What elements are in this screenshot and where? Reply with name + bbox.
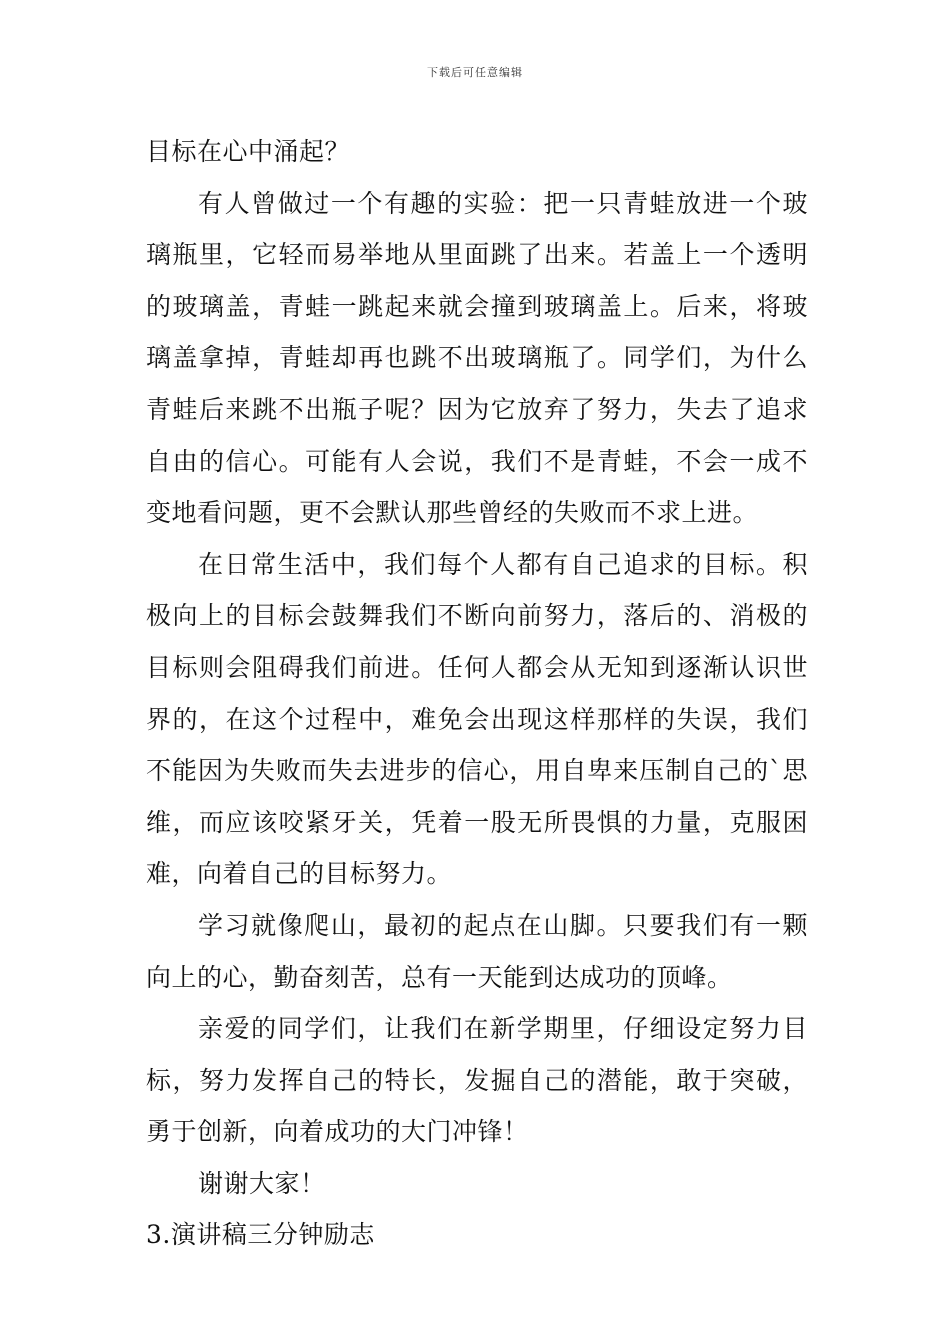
page-header: 下载后可任意编辑 bbox=[427, 66, 523, 79]
paragraph-continuation: 目标在心中涌起？ bbox=[146, 137, 351, 166]
paragraph-climbing: 学习就像爬山，最初的起点在山脚。只要我们有一颗向上的心，勤奋刻苦，总有一天能到达成功的顶峰。 bbox=[146, 910, 808, 992]
section-heading: 3.演讲稿三分钟励志 bbox=[146, 1220, 375, 1250]
paragraph-thanks: 谢谢大家！ bbox=[198, 1168, 326, 1198]
document-body bbox=[146, 126, 808, 1261]
paragraph-daily-goals: 在日常生活中，我们每个人都有自己追求的目标。积极向上的目标会鼓舞我们不断向前努力，落后的、消极的目标则会阻碍我们前进。任何人都会从无知到逐渐认识世界的，在这个过程中，难免会出现这样那样的失误，我们不能因为失败而失去进步的信心，用自卑来压制自己的`思维，而应该咬紧牙关，凭着一股无所畏惧的力量，克服困难，向着自己的目标努力。 bbox=[146, 549, 808, 889]
paragraph-frog-experiment: 有人曾做过一个有趣的实验：把一只青蛙放进一个玻璃瓶里，它轻而易举地从里面跳了出来。若盖上一个透明的玻璃盖，青蛙一跳起来就会撞到玻璃盖上。后来，将玻璃盖拿掉，青蛙却再也跳不出玻璃瓶了。同学们，为什么青蛙后来跳不出瓶子呢？因为它放弃了努力，失去了追求自由的信心。可能有人会说，我们不是青蛙，不会一成不变地看问题，更不会默认那些曾经的失败而不求上进。 bbox=[146, 188, 808, 528]
paragraph-call-to-action: 亲爱的同学们，让我们在新学期里，仔细设定努力目标，努力发挥自己的特长，发掘自己的潜能，敢于突破，勇于创新，向着成功的大门冲锋！ bbox=[146, 1014, 808, 1147]
